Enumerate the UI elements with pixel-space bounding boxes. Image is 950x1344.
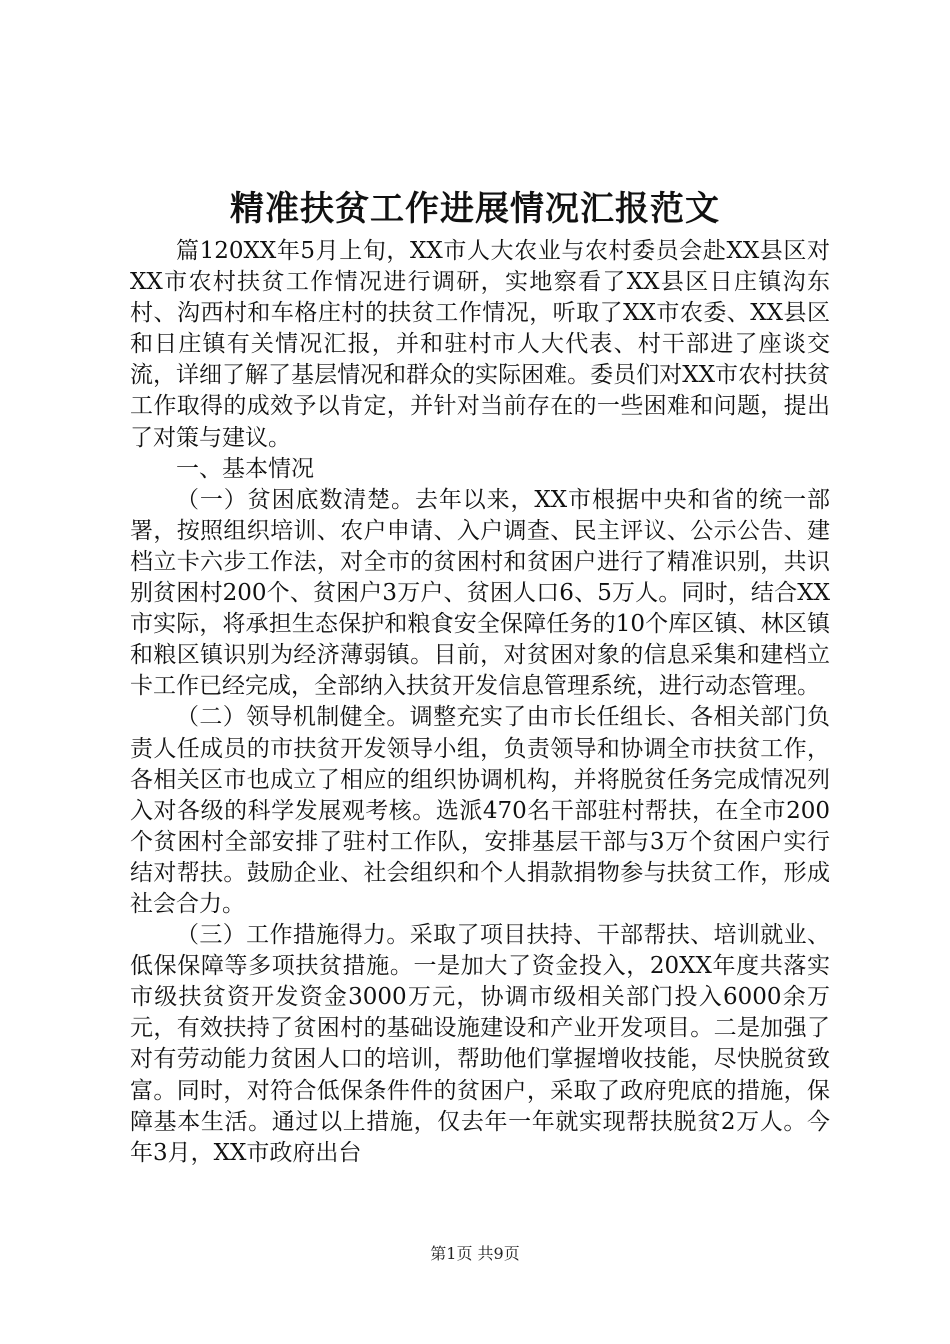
document-body [130,236,830,1169]
page-footer: 第1页 共9页 [430,1244,520,1263]
paragraph-work-measures: （三）工作措施得力。采取了项目扶持、干部帮扶、培训就业、低保保障等多项扶贫措施。一是加大了资金投入，20XX年度共落实市级扶贫资开发资金3000万元，协调市级相关部门投入6000余万元，有效扶持了贫困村的基础设施建设和产业开发项目。二是加强了对有劳动能力贫困人口的培训，帮助他们掌握增收技能，尽快脱贫致富。同时，对符合低保条件件的贫困户，采取了政府兜底的措施，保障基本生活。通过以上措施，仅去年一年就实现帮扶脱贫2万人。今年3月，XX市政府出台 [130,922,830,1166]
paragraph-intro: 篇120XX年5月上旬，XX市人大农业与农村委员会赴XX县区对XX市农村扶贫工作情况进行调研，实地察看了XX县区日庄镇沟东村、沟西村和车格庄村的扶贫工作情况，听取了XX市农委、XX县区和日庄镇有关情况汇报，并和驻村市人大代表、村干部进了座谈交流，详细了解了基层情况和群众的实际困难。委员们对XX市农村扶贫工作取得的成效予以肯定，并针对当前存在的一些困难和问题，提出了对策与建议。 [130,238,830,451]
document-title: 精准扶贫工作进展情况汇报范文 [230,189,720,229]
paragraph-leadership-mechanism: （二）领导机制健全。调整充实了由市长任组长、各相关部门负责人任成员的市扶贫开发领导小组，负责领导和协调全市扶贫工作，各相关区市也成立了相应的组织协调机构，并将脱贫任务完成情况列入对各级的科学发展观考核。选派470名干部驻村帮扶，在全市200个贫困村全部安排了驻村工作队，安排基层干部与3万个贫困户实行结对帮扶。鼓励企业、社会组织和个人捐款捐物参与扶贫工作，形成社会合力。 [130,704,830,917]
section-heading-basic-situation: 一、基本情况 [176,455,314,482]
paragraph-poverty-baseline: （一）贫困底数清楚。去年以来，XX市根据中央和省的统一部署，按照组织培训、农户申请、入户调查、民主评议、公示公告、建档立卡六步工作法，对全市的贫困村和贫困户进行了精准识别，共识别贫困村200个、贫困户3万户、贫困人口6、5万人。同时，结合XX市实际，将承担生态保护和粮食安全保障任务的10个库区镇、林区镇和粮区镇识别为经济薄弱镇。目前，对贫困对象的信息采集和建档立卡工作已经完成，全部纳入扶贫开发信息管理系统，进行动态管理。 [130,486,830,700]
